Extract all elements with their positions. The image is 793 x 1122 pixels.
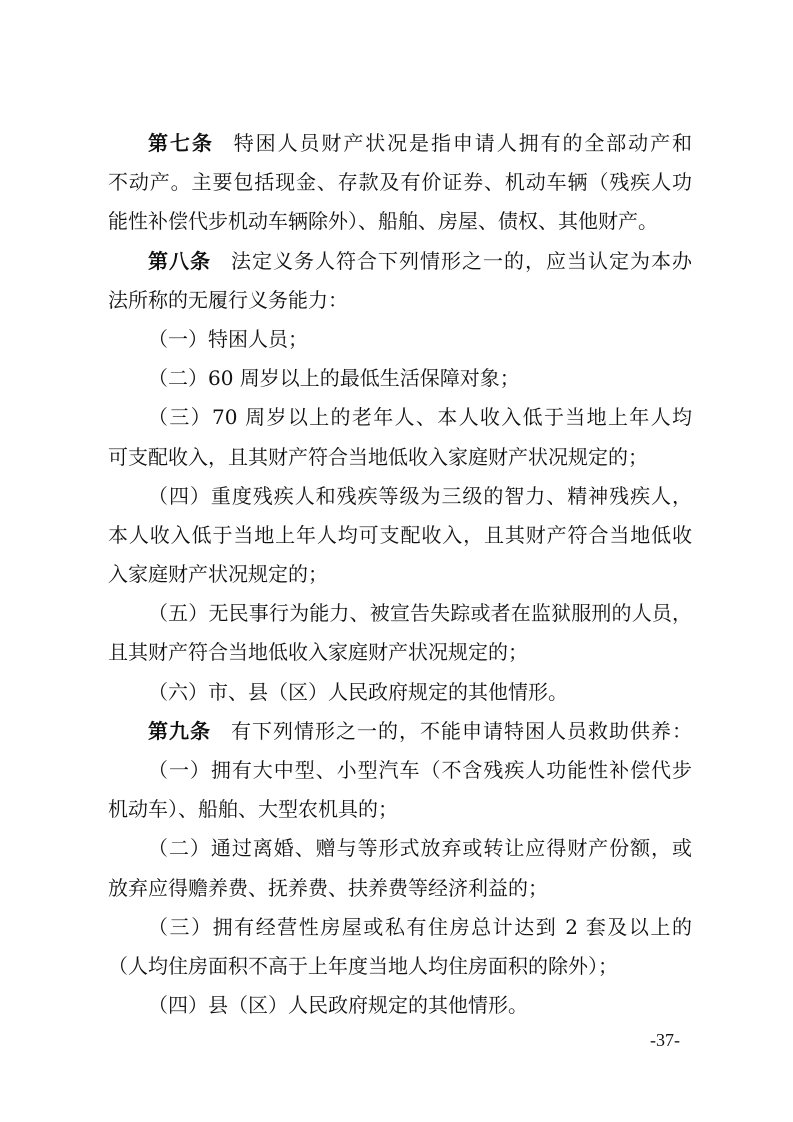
article-7-line-2: 不动产。主要包括现金、存款及有价证券、机动车辆（残疾人功 (108, 170, 692, 195)
document-body (108, 124, 692, 1025)
article-9-line-1 (108, 712, 692, 751)
article-8-line-2: 法所称的无履行义务能力： (108, 287, 348, 312)
article-8-item-6: （六）市、县（区）人民政府规定的其他情形。 (148, 679, 568, 704)
article-8-item-2: （二）60 周岁以上的最低生活保障对象； (148, 366, 520, 391)
article-8-item-3-cont: 可支配收入，且其财产符合当地低收入家庭财产状况规定的； (108, 444, 648, 469)
article-9-title: 第九条 (148, 718, 211, 743)
article-8-item-5-cont: 且其财产符合当地低收入家庭财产状况规定的； (108, 640, 528, 665)
article-8-item-1: （一）特困人员； (148, 326, 308, 351)
article-8-item-4-cont-1: 本人收入低于当地上年人均可支配收入，且其财产符合当地低收 (108, 522, 692, 547)
article-7-title: 第七条 (148, 131, 214, 155)
article-7-text-1: 特困人员财产状况是指申请人拥有的全部动产和 (233, 131, 693, 155)
article-9-item-1: （一）拥有大中型、小型汽车（不含残疾人功能性补偿代步 (148, 758, 692, 782)
article-7-line-1 (108, 124, 692, 163)
article-9-item-1-cont: 机动车）、船舶、大型农机具的； (108, 797, 398, 822)
article-8-text-1: 法定义务人符合下列情形之一的，应当认定为本办 (231, 248, 692, 273)
article-9-item-2: （二）通过离婚、赠与等形式放弃或转让应得财产份额，或 (148, 836, 692, 861)
article-9-item-4: （四）县（区）人民政府规定的其他情形。 (148, 993, 528, 1018)
article-8-item-4: （四）重度残疾人和残疾等级为三级的智力、精神残疾人， (148, 483, 692, 508)
article-8-line-1 (108, 242, 692, 281)
article-9-item-3: （三）拥有经营性房屋或私有住房总计达到 2 套及以上的 (148, 914, 692, 939)
article-7-line-3: 能性补偿代步机动车辆除外）、船舶、房屋、债权、其他财产。 (108, 209, 658, 234)
article-9-text-1: 有下列情形之一的，不能申请特困人员救助供养： (231, 718, 692, 743)
article-8-title: 第八条 (148, 248, 211, 273)
page-number: -37- (650, 1030, 680, 1050)
article-9-item-2-cont: 放弃应得赡养费、抚养费、扶养费等经济利益的； (108, 875, 548, 900)
article-8-item-3: （三）70 周岁以上的老年人、本人收入低于当地上年人均 (148, 405, 692, 430)
article-8-item-4-cont-2: 入家庭财产状况规定的； (108, 562, 328, 587)
article-9-item-3-cont: （人均住房面积不高于上年度当地人均住房面积的除外）； (108, 953, 618, 978)
article-8-item-5: （五）无民事行为能力、被宣告失踪或者在监狱服刑的人员， (148, 601, 692, 626)
